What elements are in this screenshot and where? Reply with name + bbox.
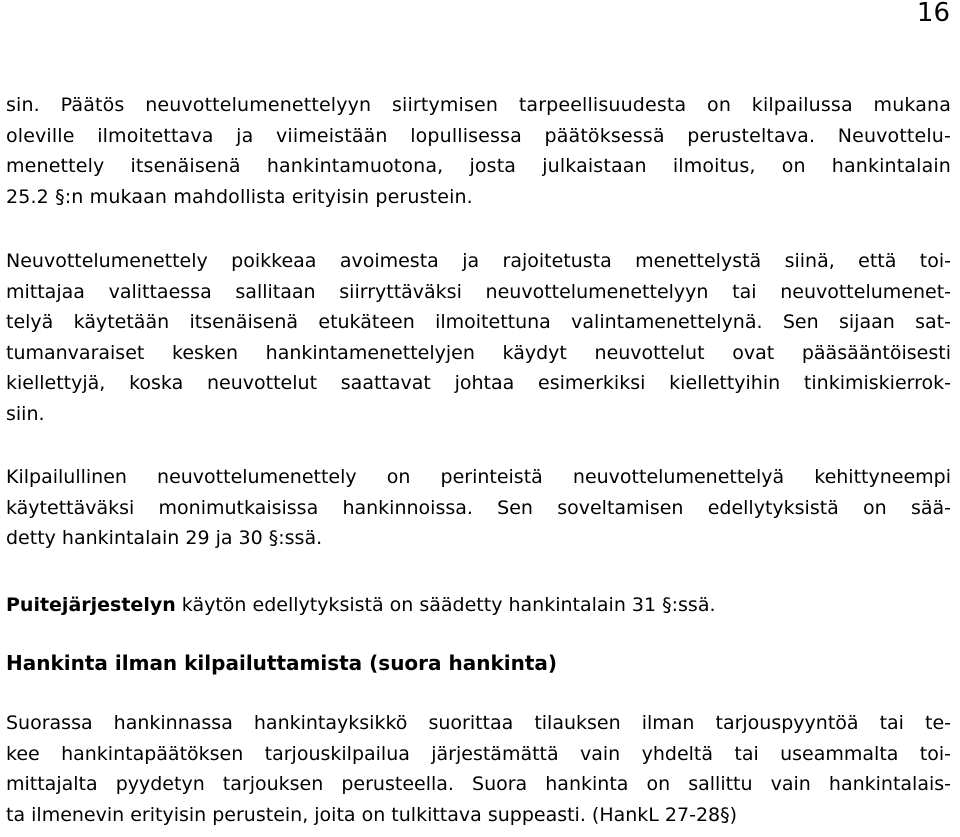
text-line: 25.2 §:n mukaan mahdollista erityisin perustein.: [6, 185, 473, 208]
section-heading: Hankinta ilman kilpailuttamista (suora hankinta): [6, 651, 558, 675]
bold-term: Puitejärjestelyn: [6, 594, 176, 616]
text-line: oleville ilmoitettava ja viimeistään lopullisessa päätöksessä perusteltava. Neuvottelu-: [6, 124, 951, 147]
text-line: käytettäväksi monimutkaisissa hankinnoissa. Sen soveltamisen edellytyksistä on sää-: [6, 496, 951, 519]
text-line: mittajalta pyydetyn tarjouksen perusteella. Suora hankinta on sallittu vain hankintalais-: [6, 773, 951, 796]
paragraph-direct-procurement: [6, 708, 951, 830]
text-fragment: käytön edellytyksistä on säädetty hankintalain 31 §:ssä.: [175, 594, 716, 616]
text-line: kiellettyjä, koska neuvottelut saattavat johtaa esimerkiksi kiellettyihin tinkimiskierrok-: [6, 372, 951, 395]
paragraph-framework-agreement: [6, 590, 951, 621]
text-line: [6, 590, 951, 621]
text-line: kee hankintapäätöksen tarjouskilpailua järjestämättä vain yhdeltä tai useammalta toi-: [6, 742, 951, 765]
text-line: telyä käytetään itsenäisenä etukäteen ilmoitettuna valintamenettelynä. Sen sijaan sat-: [6, 311, 951, 334]
text-line: siin.: [6, 402, 45, 425]
paragraph-competitive-dialogue: [6, 462, 951, 554]
text-line: ta ilmenevin erityisin perustein, joita on tulkittava suppeasti. (HankL 27-28§): [6, 803, 738, 826]
text-line: mittajaa valittaessa sallitaan siirryttäväksi neuvottelumenettelyyn tai neuvottelumenet-: [6, 280, 951, 303]
text-line: detty hankintalain 29 ja 30 §:ssä.: [6, 527, 323, 550]
text-line: Neuvottelumenettely poikkeaa avoimesta ja rajoitetusta menettelystä siinä, että toi-: [6, 250, 951, 272]
text-line: Suorassa hankinnassa hankintayksikkö suorittaa tilauksen ilman tarjouspyyntöä tai te-: [6, 712, 951, 734]
text-line: Kilpailullinen neuvottelumenettely on perinteistä neuvottelumenettelyä kehittyneempi: [6, 466, 951, 488]
text-line: sin. Päätös neuvottelumenettelyyn siirtymisen tarpeellisuudesta on kilpailussa mukana: [6, 94, 951, 116]
text-line: menettely itsenäisenä hankintamuotona, josta julkaistaan ilmoitus, on hankintalain: [6, 155, 951, 178]
page-number: 16: [916, 0, 950, 28]
paragraph-negotiation-justification: [6, 90, 951, 212]
paragraph-negotiation-procedure: [6, 246, 951, 430]
text-line: tumanvaraiset kesken hankintamenettelyjen käydyt neuvottelut ovat pääsääntöisesti: [6, 341, 951, 364]
